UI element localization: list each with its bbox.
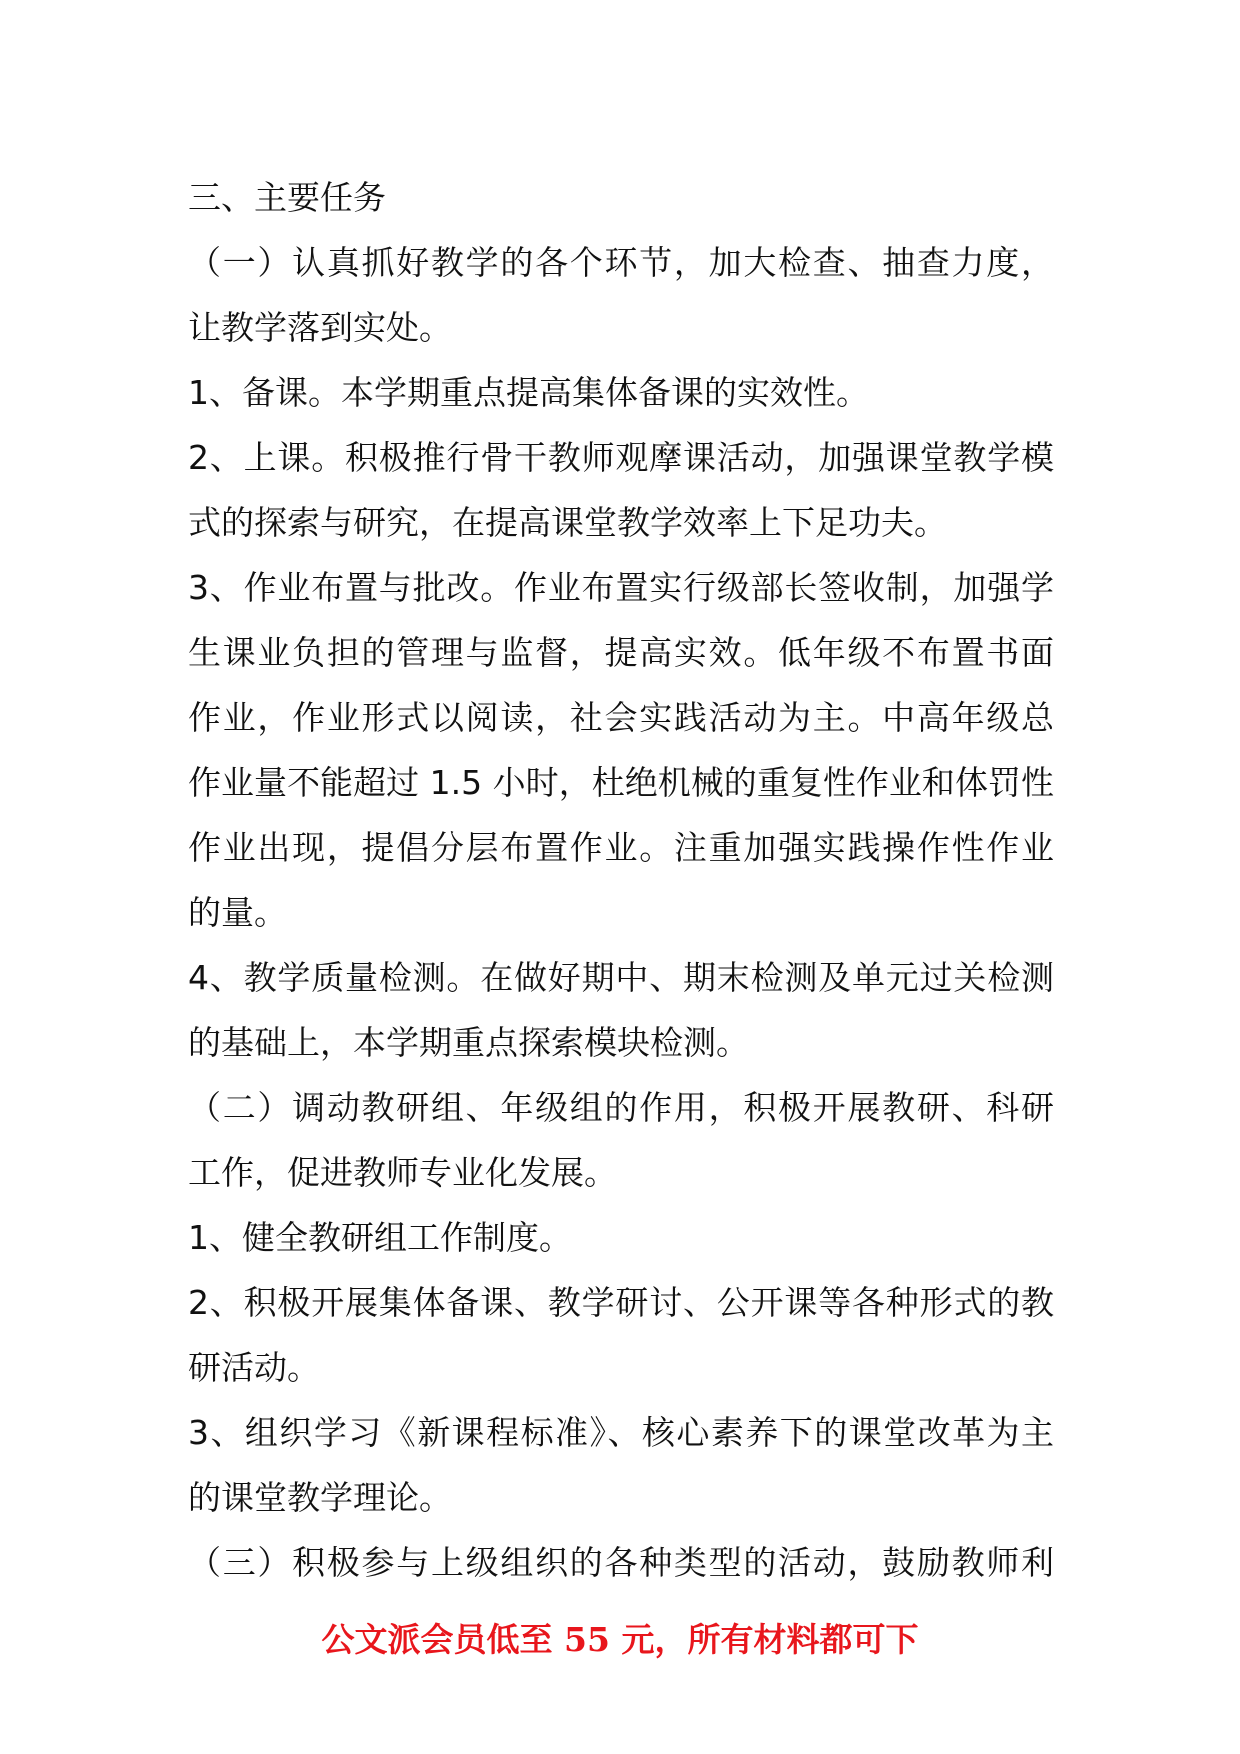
text-line: 2、上课。积极推行骨干教师观摩课活动，加强课堂教学模 — [188, 438, 1054, 477]
text-line: 工作，促进教师专业化发展。 — [188, 1153, 617, 1192]
text-line: 式的探索与研究，在提高课堂教学效率上下足功夫。 — [188, 503, 947, 542]
promo-footer: 公文派会员低至 55 元，所有材料都可下 — [321, 1620, 919, 1659]
text-line: 1、健全教研组工作制度。 — [188, 1218, 572, 1257]
text-line: 让教学落到实处。 — [188, 308, 452, 347]
text-line: 研活动。 — [188, 1348, 320, 1387]
text-line: 生课业负担的管理与监督，提高实效。低年级不布置书面 — [188, 633, 1054, 672]
text-line: 的基础上，本学期重点探索模块检测。 — [188, 1023, 749, 1062]
document-body — [188, 165, 1054, 1595]
text-line: 3、组织学习《新课程标准》、核心素养下的课堂改革为主 — [188, 1413, 1054, 1452]
text-line: 4、教学质量检测。在做好期中、期末检测及单元过关检测 — [188, 958, 1054, 997]
text-line: （二）调动教研组、年级组的作用，积极开展教研、科研 — [188, 1088, 1054, 1127]
text-line: 的课堂教学理论。 — [188, 1478, 452, 1517]
text-line: 2、积极开展集体备课、教学研讨、公开课等各种形式的教 — [188, 1283, 1054, 1322]
text-line: 的量。 — [188, 893, 287, 932]
text-line: 3、作业布置与批改。作业布置实行级部长签收制，加强学 — [188, 568, 1054, 607]
text-line: （一）认真抓好教学的各个环节，加大检查、抽查力度， — [188, 243, 1054, 282]
text-line: 三、主要任务 — [188, 178, 386, 217]
text-line: 作业出现，提倡分层布置作业。注重加强实践操作性作业 — [188, 828, 1054, 867]
text-line: 1、备课。本学期重点提高集体备课的实效性。 — [188, 373, 869, 412]
text-line: （三）积极参与上级组织的各种类型的活动，鼓励教师利 — [188, 1543, 1054, 1582]
text-line: 作业量不能超过 1.5 小时，杜绝机械的重复性作业和体罚性 — [188, 763, 1054, 802]
text-line: 作业，作业形式以阅读，社会实践活动为主。中高年级总 — [188, 698, 1054, 737]
